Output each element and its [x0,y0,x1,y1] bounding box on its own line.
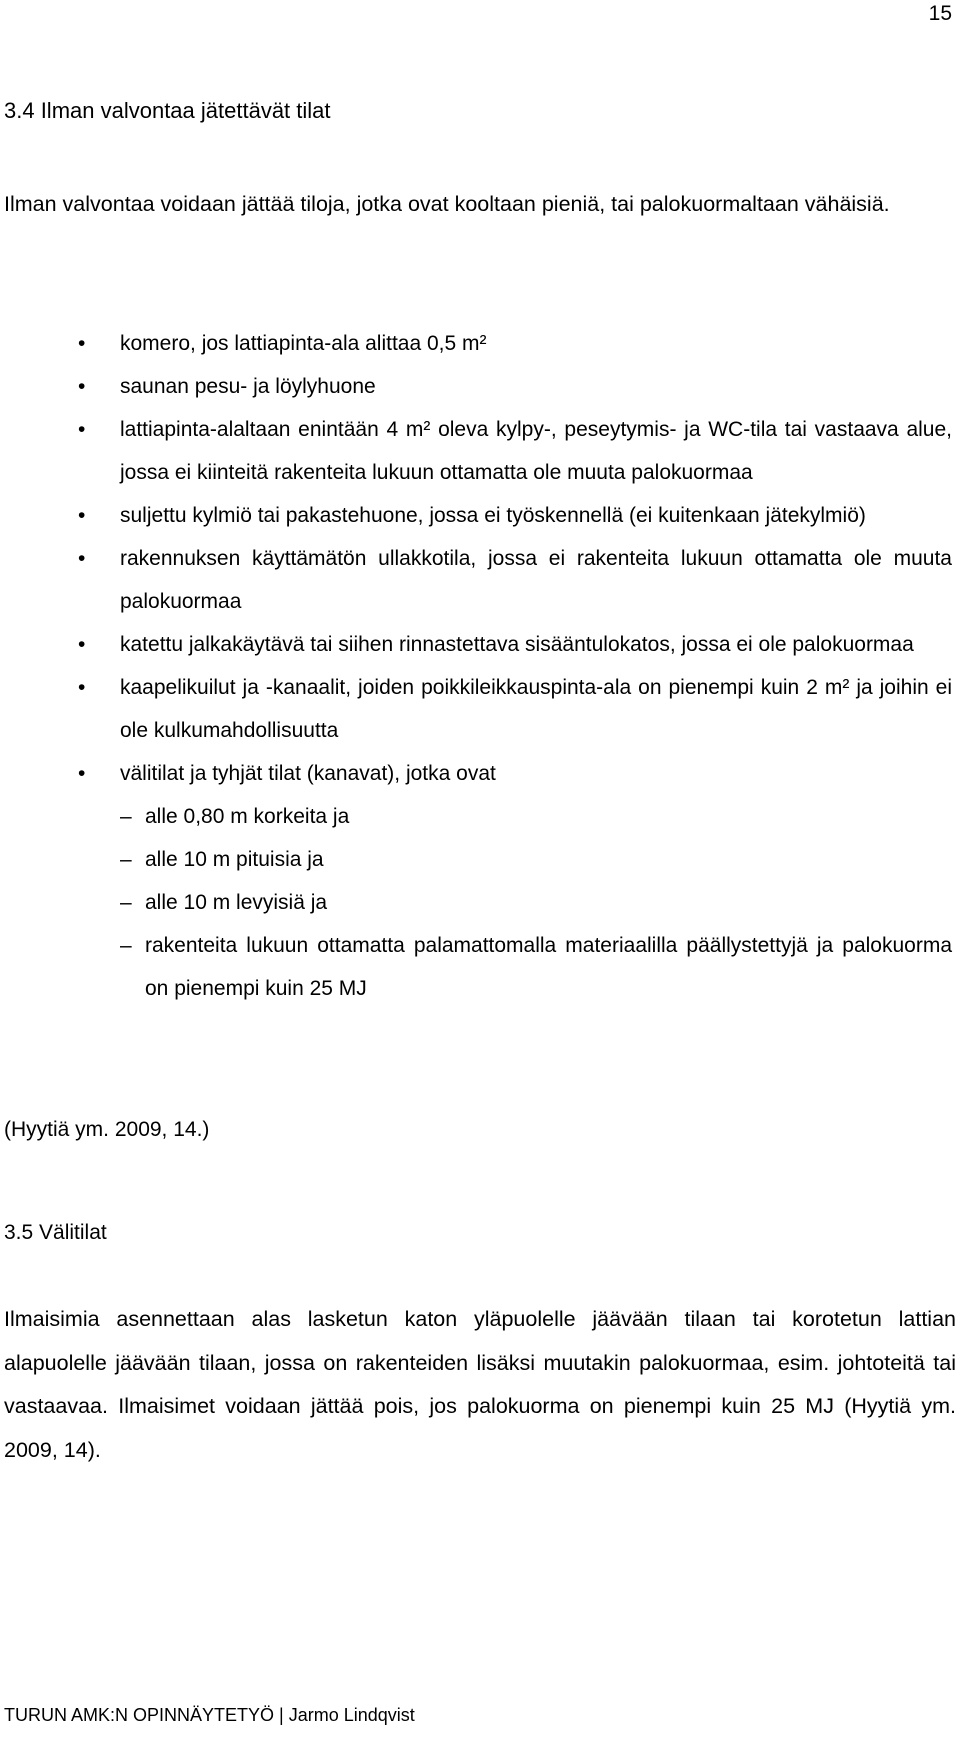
list-item [78,494,952,537]
section-heading-3-4: 3.4 Ilman valvontaa jätettävät tilat [4,98,331,123]
list-item-text: komero, jos lattiapinta-ala alittaa 0,5 m² [120,332,487,355]
dash-icon: – [120,891,132,914]
list-item-text: saunan pesu- ja löylyhuone [120,375,376,398]
bullet-icon: • [78,547,86,570]
sub-list-item [120,881,952,924]
dash-icon: – [120,805,132,828]
sub-list-item-text: alle 0,80 m korkeita ja [145,805,350,828]
bullet-icon: • [78,633,86,656]
list-item [78,408,952,494]
list-item-text: kaapelikuilut ja -kanaalit, joiden poikkileikkauspinta-ala on pienempi kuin 2 m² ja joihin ei ole kulkumahdollisuutta [120,676,952,742]
list-item [78,365,952,408]
bullet-icon: • [78,375,86,398]
section-heading-3-5: 3.5 Välitilat [4,1221,107,1244]
sub-list-item [120,838,952,881]
sub-list-item-text: alle 10 m levyisiä ja [145,891,328,914]
sub-list-item-text: alle 10 m pituisia ja [145,848,324,871]
sub-list-item-text: rakenteita lukuun ottamatta palamattomalla materiaalilla päällystettyjä ja palokuorma on pienempi kuin 25 MJ [145,934,952,1000]
list-item [78,322,952,365]
bullet-icon: • [78,676,86,699]
bullet-list [78,322,952,1010]
list-item [78,666,952,752]
list-item-text: lattiapinta-alaltaan enintään 4 m² oleva kylpy-, peseytymis- ja WC-tila tai vastaava alue, jossa ei kiinteitä rakenteita lukuun ottamatta ole muuta palokuormaa [120,418,952,484]
section-3-5-paragraph: Ilmaisimia asennettaan alas lasketun katon yläpuolelle jäävään tilaan tai korotetun lattian alapuolelle jäävään tilaan, jossa on rakenteiden lisäksi muutakin palokuormaa, esim. johtoteitä tai vastaavaa. Ilmaisimet voidaan jättää pois, jos palokuorma on pienempi kuin 25 MJ (Hyytiä ym. 2009, 14). [4,1307,956,1462]
bullet-icon: • [78,504,86,527]
list-item-text: katettu jalkakäytävä tai siihen rinnastettava sisääntulokatos, jossa ei ole palokuormaa [120,633,914,656]
intro-paragraph: Ilman valvontaa voidaan jättää tiloja, jotka ovat kooltaan pieniä, tai palokuormaltaan vähäisiä. [4,192,890,216]
bullet-icon: • [78,418,86,441]
list-item [78,623,952,666]
footer: TURUN AMK:N OPINNÄYTETYÖ | Jarmo Lindqvist [4,1705,415,1725]
sub-list-item [120,924,952,1010]
list-item-text: välitilat ja tyhjät tilat (kanavat), jotka ovat [120,762,496,785]
bullet-icon: • [78,762,86,785]
list-item-text: rakennuksen käyttämätön ullakkotila, jossa ei rakenteita lukuun ottamatta ole muuta palokuormaa [120,547,952,613]
list-item [78,752,952,795]
bullet-icon: • [78,332,86,355]
citation: (Hyytiä ym. 2009, 14.) [4,1118,210,1141]
list-item [78,537,952,623]
list-item-text: suljettu kylmiö tai pakastehuone, jossa ei työskennellä (ei kuitenkaan jätekylmiö) [120,504,866,527]
page-number: 15 [928,2,952,25]
sub-list-item [120,795,952,838]
dash-icon: – [120,934,132,957]
dash-icon: – [120,848,132,871]
